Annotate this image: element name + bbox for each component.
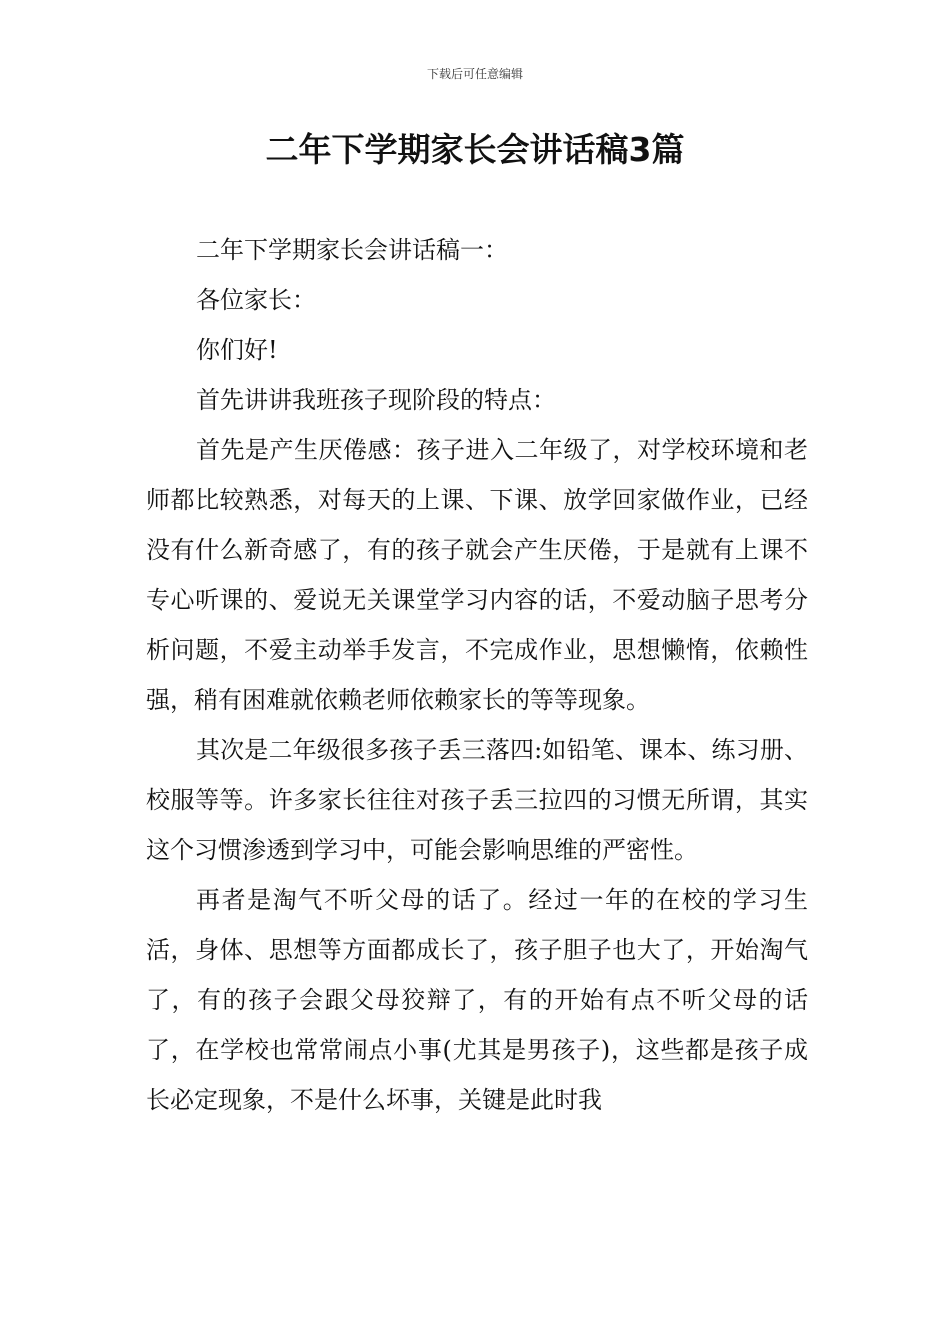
paragraph-point-two: 其次是二年级很多孩子丢三落四:如铅笔、课本、练习册、校服等等。许多家长往往对孩子丢三拉四的习惯无所谓，其实这个习惯渗透到学习中，可能会影响思维的严密性。 bbox=[146, 736, 808, 864]
paragraph-hello: 你们好! bbox=[196, 336, 278, 364]
header-note: 下载后可任意编辑 bbox=[426, 67, 523, 81]
document-title: 二年下学期家长会讲话稿3篇 bbox=[265, 130, 685, 169]
document-body bbox=[146, 225, 808, 1125]
paragraph-point-three: 再者是淘气不听父母的话了。经过一年的在校的学习生活，身体、思想等方面都成长了，孩子胆子也大了，开始淘气了，有的孩子会跟父母狡辩了，有的开始有点不听父母的话了，在学校也常常闹点小事(尤其是男孩子)，这些都是孩子成长必定现象，不是什么坏事，关键是此时我 bbox=[146, 886, 808, 1114]
paragraph-intro: 首先讲讲我班孩子现阶段的特点： bbox=[196, 386, 556, 414]
paragraph-salutation: 各位家长： bbox=[196, 286, 316, 314]
paragraph-greeting-heading: 二年下学期家长会讲话稿一： bbox=[196, 236, 508, 264]
paragraph-point-one: 首先是产生厌倦感：孩子进入二年级了，对学校环境和老师都比较熟悉，对每天的上课、下课、放学回家做作业，已经没有什么新奇感了，有的孩子就会产生厌倦，于是就有上课不专心听课的、爱说无关课堂学习内容的话，不爱动脑子思考分析问题，不爱主动举手发言，不完成作业，思想懒惰，依赖性强，稍有困难就依赖老师依赖家长的等等现象。 bbox=[146, 436, 808, 714]
